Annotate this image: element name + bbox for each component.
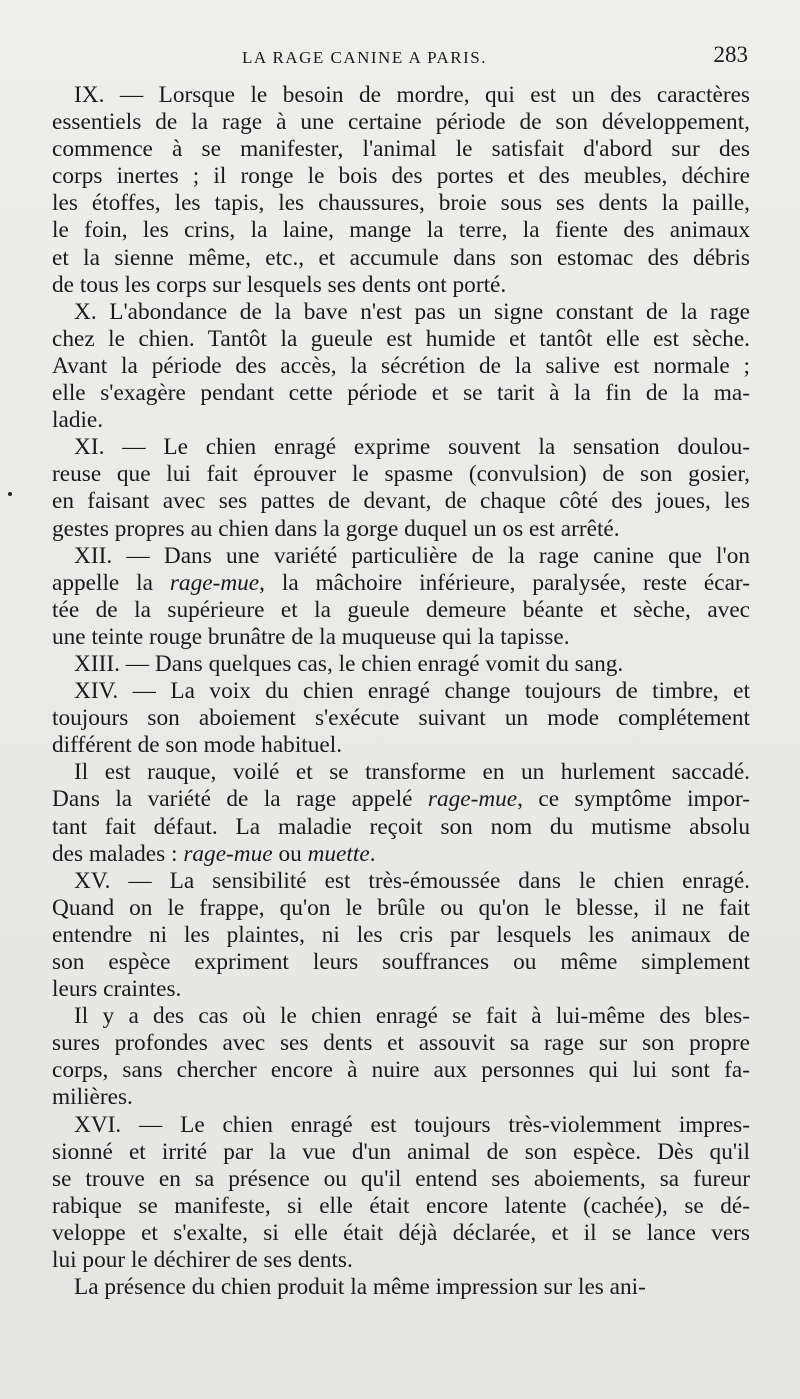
text-line: tant fait défaut. La maladie reçoit son nom du mutisme absolu — [52, 813, 750, 840]
text-line: les étoffes, les tapis, les chaussures, broie sous ses dents la paille, — [52, 190, 750, 217]
text-line: XII. — Dans une variété particulière de la rage canine que l'on — [74, 542, 750, 569]
paragraph — [52, 651, 750, 678]
text-line: toujours son aboiement s'exécute suivant un mode complétement — [52, 705, 750, 732]
text-line: des malades : rage-mue ou muette. — [52, 840, 376, 867]
body-text — [52, 82, 750, 1301]
running-title: LA RAGE CANINE A PARIS. — [242, 48, 487, 67]
text-line: différent de son mode habituel. — [52, 732, 343, 759]
text-line: essentiels de la rage à une certaine période de son développement, — [52, 109, 750, 136]
text-line: lui pour le déchirer de ses dents. — [52, 1247, 353, 1274]
text-line: veloppe et s'exalte, si elle était déjà déclarée, et il se lance vers — [52, 1219, 750, 1246]
text-line: sures profondes avec ses dents et assouvit sa rage sur son propre — [52, 1030, 750, 1057]
text-line: Il y a des cas où le chien enragé se fait à lui-même des bles- — [74, 1003, 750, 1030]
text-line: leurs craintes. — [52, 976, 182, 1003]
page-number: 283 — [713, 42, 748, 67]
text-line: corps, sans chercher encore à nuire aux personnes qui lui sont fa- — [52, 1057, 750, 1084]
text-line: XI. — Le chien enragé exprime souvent la sensation doulou- — [74, 434, 750, 461]
text-line: appelle la rage-mue, la mâchoire inférieure, paralysée, reste écar- — [52, 569, 750, 596]
paragraph — [52, 82, 750, 299]
paragraph — [52, 759, 750, 867]
margin-dot — [8, 492, 12, 496]
text-line: IX. — Lorsque le besoin de mordre, qui est un des caractères — [74, 82, 750, 108]
text-line: Il est rauque, voilé et se transforme en un hurlement saccadé. — [74, 759, 750, 786]
text-line: elle s'exagère pendant cette période et se tarit à la fin de la ma- — [52, 380, 750, 407]
text-line: gestes propres au chien dans la gorge duquel un os est arrêté. — [52, 515, 620, 542]
text-line: milières. — [52, 1084, 133, 1111]
paragraph — [52, 543, 750, 651]
text-line: XV. — La sensibilité est très-émoussée dans le chien enragé. — [74, 867, 750, 894]
running-header — [242, 42, 748, 74]
text-line: chez le chien. Tantôt la gueule est humide et tantôt elle est sèche. — [52, 325, 750, 352]
text-line: en faisant avec ses pattes de devant, de chaque côté des joues, les — [52, 488, 750, 515]
paragraph — [52, 434, 750, 542]
text-line: tée de la supérieure et la gueule demeure béante et sèche, avec — [52, 596, 750, 623]
text-line: son espèce expriment leurs souffrances ou même simplement — [52, 949, 750, 975]
text-line: se trouve en sa présence ou qu'il entend ses aboiements, sa fureur — [52, 1165, 750, 1192]
text-line: sionné et irrité par la vue d'un animal de son espèce. Dès qu'il — [52, 1138, 750, 1165]
text-line: Avant la période des accès, la sécrétion de la salive est normale ; — [52, 352, 750, 379]
paragraph — [52, 868, 750, 1003]
text-line: corps inertes ; il ronge le bois des portes et des meubles, déchire — [52, 163, 750, 190]
text-line: et la sienne même, etc., et accumule dans son estomac des débris — [52, 244, 750, 271]
text-line: XIV. — La voix du chien enragé change toujours de timbre, et — [74, 678, 750, 705]
text-line: X. L'abondance de la bave n'est pas un signe constant de la rage — [74, 298, 750, 325]
text-line: une teinte rouge brunâtre de la muqueuse qui la tapisse. — [52, 623, 570, 650]
paragraph — [52, 1112, 750, 1275]
text-line: rabique se manifeste, si elle était encore latente (cachée), se dé- — [52, 1192, 750, 1219]
text-line: Quand on le frappe, qu'on le brûle ou qu'on le blesse, il ne fait — [52, 894, 750, 921]
text-line: ladie. — [52, 407, 104, 434]
text-line: de tous les corps sur lesquels ses dents ont porté. — [52, 271, 507, 298]
paragraph — [52, 1003, 750, 1111]
text-line: Dans la variété de la rage appelé rage-mue, ce symptôme impor- — [52, 786, 751, 813]
paragraph — [52, 678, 750, 759]
text-line: reuse que lui fait éprouver le spasme (convulsion) de son gosier, — [52, 461, 750, 488]
paragraph — [52, 1274, 750, 1301]
text-line: entendre ni les plaintes, ni les cris par lesquels les animaux de — [52, 921, 750, 948]
text-line: XIII. — Dans quelques cas, le chien enragé vomit du sang. — [74, 650, 624, 677]
paragraph — [52, 299, 750, 434]
text-line: XVI. — Le chien enragé est toujours très-violemment impres- — [74, 1111, 750, 1138]
text-line: commence à se manifester, l'animal le satisfait d'abord sur des — [52, 136, 750, 163]
text-line: le foin, les crins, la laine, mange la terre, la fiente des animaux — [52, 217, 750, 244]
text-line: La présence du chien produit la même impression sur les ani- — [74, 1274, 646, 1301]
